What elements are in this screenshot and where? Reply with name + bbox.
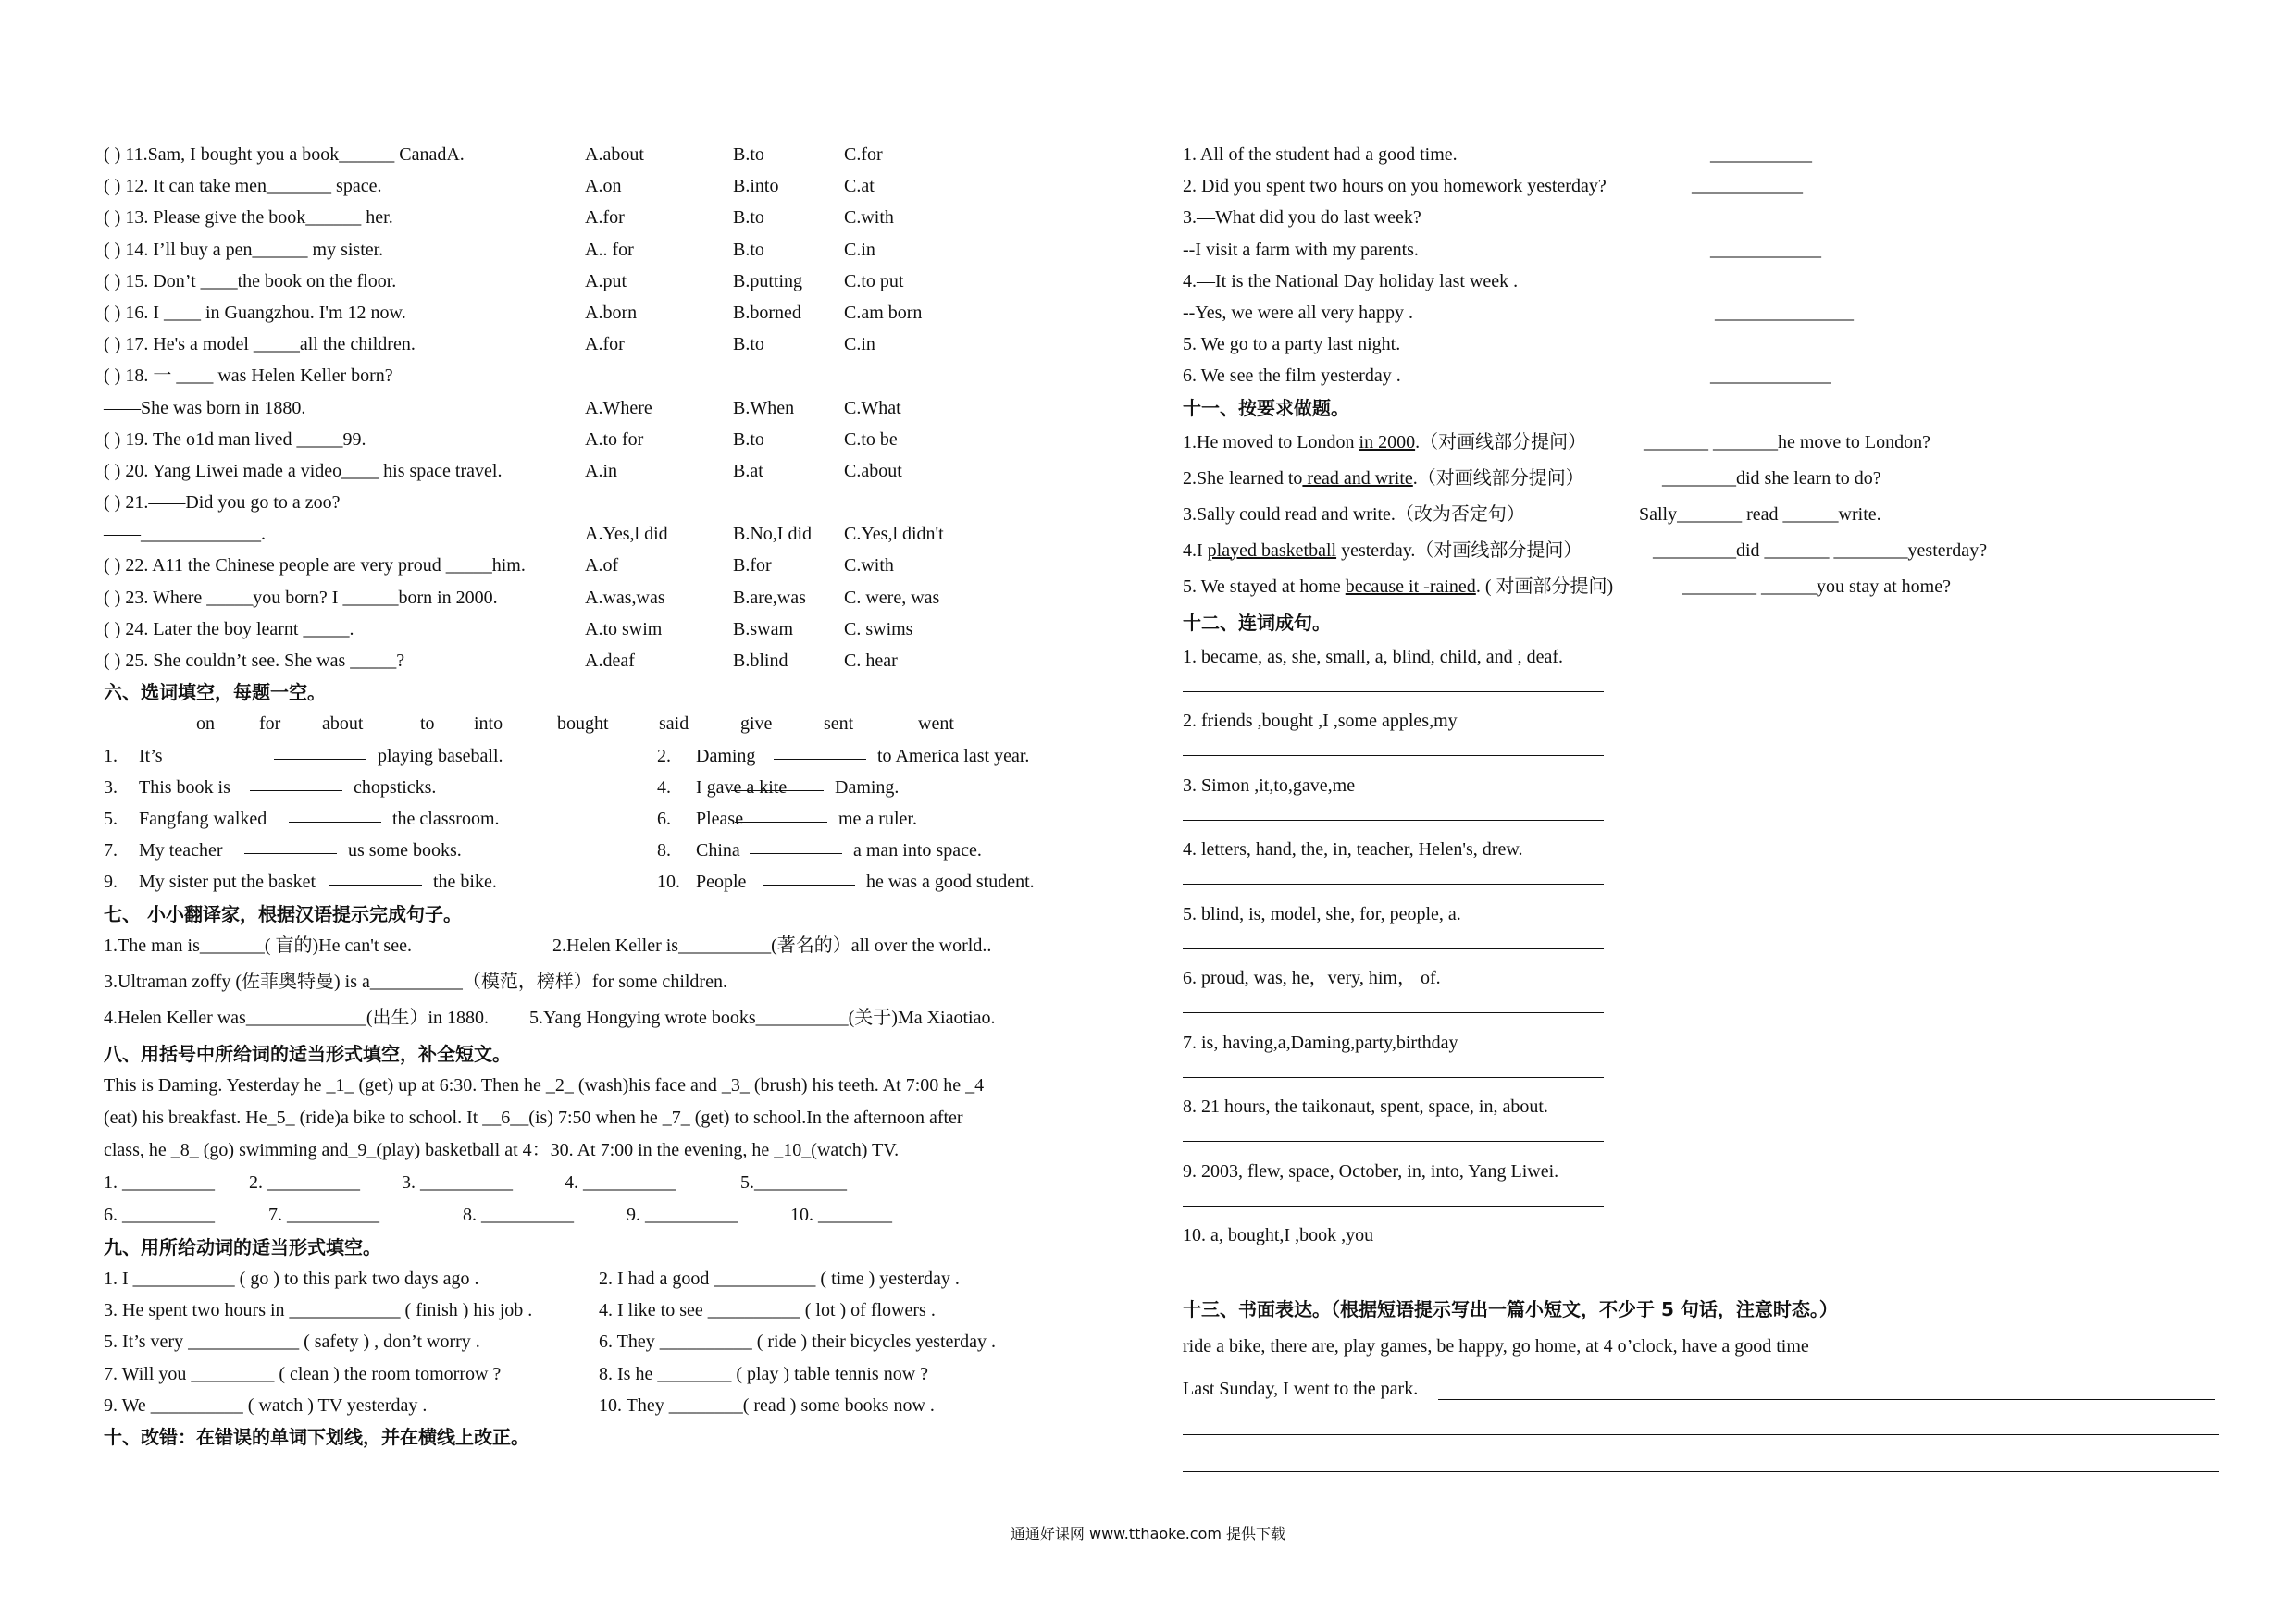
question-text: Daming <box>696 745 756 766</box>
mc-question-row <box>104 297 1149 328</box>
mc-question: ( ) 13. Please give the book______ her. <box>104 207 393 229</box>
mc-option-c[interactable]: C.with <box>844 207 894 229</box>
s10-sentence: 6. We see the film yesterday . <box>1183 365 1401 387</box>
mc-question-row <box>104 139 1149 170</box>
question-text: chopsticks. <box>354 776 437 798</box>
mc-option-c[interactable]: C.for <box>844 144 883 165</box>
mc-option-b[interactable]: B.to <box>733 428 764 450</box>
s11-row-2: 2.She learned to read and write.（对画线部分提问） ________did she learn to do? <box>1183 463 2219 499</box>
s10-row <box>1183 170 2219 202</box>
s6-row <box>104 835 1149 866</box>
section-6-rows <box>104 740 1149 898</box>
s9-row <box>104 1390 1149 1421</box>
word-bank-item: went <box>918 713 954 735</box>
s7-q1: 1.The man is_______( 盲的)He can't see. <box>104 935 412 956</box>
question-number: 5. <box>104 808 118 829</box>
answer-line[interactable] <box>1183 1012 1604 1013</box>
answer-line[interactable] <box>1183 755 1604 756</box>
s8-answers-row-1 <box>104 1167 1149 1199</box>
answer-blank[interactable] <box>274 740 366 760</box>
word-bank-item: on <box>196 713 215 735</box>
mc-question-row <box>104 487 1149 518</box>
answer-blank[interactable] <box>750 835 842 854</box>
answer-blank[interactable]: 8. __________ <box>463 1204 574 1225</box>
answer-blank[interactable] <box>774 740 866 760</box>
mc-option-c[interactable]: C.with <box>844 555 894 576</box>
right-column <box>1183 139 2219 1495</box>
s8-answers-row-2 <box>104 1199 1149 1232</box>
question-number: 7. <box>104 840 118 861</box>
mc-question: ——_____________. <box>104 524 266 545</box>
s8-passage-1: This is Daming. Yesterday he _1_ (get) up at 6:30. Then he _2_ (wash)his face and _3_ (brush) his teeth. At 7:00 he _4 <box>104 1074 985 1096</box>
question-text: Daming. <box>835 776 900 798</box>
mc-option-c[interactable]: C.in <box>844 239 875 260</box>
answer-blank[interactable] <box>763 866 855 886</box>
mc-option-c[interactable]: C.to be <box>844 428 898 450</box>
s12-item <box>1183 962 2219 1027</box>
mc-question: ( ) 15. Don’t ____the book on the floor. <box>104 270 397 291</box>
mc-question-row <box>104 328 1149 360</box>
question-text: It’s <box>139 745 163 766</box>
mc-question: ( ) 23. Where _____you born? I ______born in 2000. <box>104 587 498 608</box>
writing-line[interactable] <box>1183 1434 2219 1435</box>
s11-row-1: 1.He moved to London in 2000.（对画线部分提问） _______ _______he move to London? <box>1183 427 2219 463</box>
answer-line[interactable] <box>1183 691 1604 692</box>
answer-blank[interactable] <box>244 835 337 854</box>
question-number: 3. <box>104 776 118 798</box>
s10-sentence: --Yes, we were all very happy . <box>1183 302 1414 323</box>
question-text: to America last year. <box>877 745 1030 766</box>
left-column <box>104 139 1149 1453</box>
mc-option-a[interactable]: A.put <box>585 270 627 291</box>
answer-line[interactable] <box>1183 1206 1604 1207</box>
answer-blank[interactable]: 3. __________ <box>402 1171 513 1193</box>
mc-option-c[interactable]: C.Yes,l didn't <box>844 524 944 545</box>
answer-line[interactable] <box>1183 884 1604 885</box>
mc-option-c[interactable]: C.What <box>844 397 901 418</box>
mc-question-row <box>104 550 1149 581</box>
s9-question[interactable]: 3. He spent two hours in ____________ ( finish ) his job . <box>104 1300 533 1321</box>
mc-option-c[interactable]: C. hear <box>844 650 898 671</box>
mc-question: ( ) 17. He's a model _____all the children. <box>104 334 416 355</box>
word-bank-item: give <box>740 713 773 735</box>
mc-question-row <box>104 518 1149 550</box>
mc-question-row <box>104 360 1149 391</box>
answer-blank[interactable]: 10. ________ <box>790 1204 892 1225</box>
answer-blank[interactable] <box>735 803 827 823</box>
mc-question: ( ) 24. Later the boy learnt _____. <box>104 618 354 639</box>
s12-prompt: 2. friends ,bought ,I ,some apples,my <box>1183 711 1458 731</box>
mc-option-b[interactable]: B.for <box>733 555 772 576</box>
s12-item <box>1183 834 2219 898</box>
section-10-title: 十、改错：在错误的单词下划线，并在横线上改正。 <box>104 1426 529 1448</box>
s12-prompt: 9. 2003, flew, space, October, in, into, Yang Liwei. <box>1183 1160 1559 1182</box>
s10-row <box>1183 328 2219 360</box>
s9-question[interactable]: 7. Will you _________ ( clean ) the room tomorrow ? <box>104 1363 502 1384</box>
mc-question: ( ) 16. I ____ in Guangzhou. I'm 12 now. <box>104 302 406 323</box>
s10-row <box>1183 266 2219 297</box>
question-number: 6. <box>657 808 671 829</box>
s12-item <box>1183 1091 2219 1156</box>
s10-sentence: 1. All of the student had a good time. <box>1183 144 1458 165</box>
s12-item <box>1183 1220 2219 1284</box>
answer-blank[interactable] <box>250 772 342 791</box>
mc-option-b[interactable]: B.blind <box>733 650 788 671</box>
mc-option-c[interactable]: C.about <box>844 460 902 481</box>
question-number: 9. <box>104 872 118 893</box>
mc-question-row <box>104 392 1149 424</box>
s7-q2: 2.Helen Keller is__________(著名的）all over the world.. <box>552 935 992 956</box>
question-text: People <box>696 872 747 893</box>
s12-prompt: 6. proud, was, he，very, him， of. <box>1183 968 1441 988</box>
question-text: My sister put the basket <box>139 872 316 893</box>
s9-row <box>104 1358 1149 1390</box>
s9-question[interactable]: 9. We __________ ( watch ) TV yesterday . <box>104 1394 428 1416</box>
mc-option-c[interactable]: C. swims <box>844 618 913 639</box>
s13-writing-line-3 <box>1183 1455 2219 1495</box>
mc-option-a[interactable]: A.deaf <box>585 650 635 671</box>
mc-option-b[interactable]: B.No,I did <box>733 524 812 545</box>
s12-prompt: 1. became, as, she, small, a, blind, child, and , deaf. <box>1183 646 1563 667</box>
question-number: 1. <box>104 745 118 766</box>
s11-answer-2[interactable]: ________did she learn to do? <box>1662 467 1881 489</box>
s6-row <box>104 866 1149 898</box>
word-bank-item: said <box>659 713 689 735</box>
s9-question[interactable]: 1. I ___________ ( go ) to this park two days ago . <box>104 1269 479 1290</box>
s9-question[interactable]: 6. They __________ ( ride ) their bicycles yesterday . <box>599 1332 996 1353</box>
s7-q5: 5.Yang Hongying wrote books__________(关于)Ma Xiaotiao. <box>529 1007 996 1028</box>
mc-option-b[interactable]: B.are,was <box>733 587 806 608</box>
correction-blank[interactable]: ____________ <box>1692 176 1803 197</box>
mc-option-a[interactable]: A.about <box>585 144 644 165</box>
mc-question-row <box>104 455 1149 487</box>
correction-blank[interactable]: _____________ <box>1710 365 1831 387</box>
question-text: playing baseball. <box>378 745 503 766</box>
s10-sentence: 5. We go to a party last night. <box>1183 334 1401 355</box>
section-10-rows <box>1183 139 2219 392</box>
s10-row <box>1183 234 2219 266</box>
s12-item <box>1183 641 2219 706</box>
s7-line-1 <box>104 930 1149 966</box>
s11-row-5: 5. We stayed at home because it -rained. ( 对画部分提问) ________ ______you stay at home? <box>1183 571 2219 607</box>
s13-hints: ride a bike, there are, play games, be happy, go home, at 4 o’clock, have a good time <box>1183 1335 1809 1357</box>
answer-line[interactable] <box>1183 1077 1604 1078</box>
correction-blank[interactable]: ___________ <box>1710 144 1812 165</box>
mc-question: ( ) 25. She couldn’t see. She was _____? <box>104 650 405 671</box>
mc-option-a[interactable]: A.was,was <box>585 587 665 608</box>
s12-item <box>1183 1027 2219 1092</box>
word-bank-item: about <box>322 713 364 735</box>
s7-q4: 4.Helen Keller was_____________(出生）in 1880. <box>104 1007 490 1028</box>
s12-prompt: 5. blind, is, model, she, for, people, a. <box>1183 903 1461 924</box>
answer-blank[interactable] <box>731 772 824 791</box>
mc-option-a[interactable]: A.. for <box>585 239 634 260</box>
s10-row <box>1183 360 2219 391</box>
mc-question: ——She was born in 1880. <box>104 397 306 418</box>
s9-row <box>104 1263 1149 1295</box>
mc-option-b[interactable]: B.to <box>733 334 764 355</box>
s12-prompt: 10. a, bought,I ,book ,you <box>1183 1225 1374 1245</box>
question-text: Fangfang walked <box>139 808 267 829</box>
word-bank-item: for <box>259 713 281 735</box>
question-text: a man into space. <box>853 840 982 861</box>
mc-option-b[interactable]: B.borned <box>733 302 801 323</box>
mc-option-c[interactable]: C.am born <box>844 302 923 323</box>
s11-answer-5[interactable]: ________ ______you stay at home? <box>1682 576 1951 597</box>
question-number: 2. <box>657 745 671 766</box>
answer-line[interactable] <box>1183 1141 1604 1142</box>
word-bank-item: bought <box>557 713 609 735</box>
answer-blank[interactable]: 2. __________ <box>249 1171 360 1193</box>
s9-question[interactable]: 2. I had a good ___________ ( time ) yesterday . <box>599 1269 960 1290</box>
mc-option-c[interactable]: C. were, was <box>844 587 940 608</box>
correction-blank[interactable]: ____________ <box>1710 239 1821 260</box>
mc-option-a[interactable]: A.in <box>585 460 617 481</box>
s8-passage-3: class, he _8_ (go) swimming and_9_(play) basketball at 4：30. At 7:00 in the evening, he _10_(watch) TV. <box>104 1139 900 1160</box>
s12-prompt: 7. is, having,a,Daming,party,birthday <box>1183 1032 1458 1053</box>
s10-sentence: --I visit a farm with my parents. <box>1183 239 1419 260</box>
s12-prompt: 3. Simon ,it,to,gave,me <box>1183 774 1356 796</box>
mc-question-row <box>104 234 1149 266</box>
question-text: My teacher <box>139 840 223 861</box>
s10-row <box>1183 139 2219 170</box>
mc-option-b[interactable]: B.to <box>733 144 764 165</box>
answer-line[interactable] <box>1183 948 1604 949</box>
section-13-title: 十三、书面表达。（根据短语提示写出一篇小短文，不少于 5 句话，注意时态。） <box>1183 1297 1838 1320</box>
s9-question[interactable]: 10. They ________( read ) some books now . <box>599 1394 935 1416</box>
mc-option-c[interactable]: C.at <box>844 176 875 197</box>
question-number: 8. <box>657 840 671 861</box>
mc-option-b[interactable]: B.into <box>733 176 779 197</box>
s12-item <box>1183 1156 2219 1220</box>
mc-option-b[interactable]: B.to <box>733 239 764 260</box>
mc-option-a[interactable]: A.on <box>585 176 622 197</box>
answer-blank[interactable]: 6. __________ <box>104 1204 215 1225</box>
mc-option-b[interactable]: B.to <box>733 207 764 229</box>
s9-question[interactable]: 8. Is he ________ ( play ) table tennis now ? <box>599 1363 929 1384</box>
mc-question: ( ) 19. The o1d man lived _____99. <box>104 428 366 450</box>
mc-question: ( ) 12. It can take men_______ space. <box>104 176 382 197</box>
mc-option-a[interactable]: A.for <box>585 207 625 229</box>
mc-option-a[interactable]: A.Yes,l did <box>585 524 668 545</box>
s11-answer-3[interactable]: Sally_______ read ______write. <box>1639 503 1881 525</box>
s11-answer-4[interactable]: _________did _______ ________yesterday? <box>1653 539 1988 561</box>
section-12-rows <box>1183 641 2219 1284</box>
mc-question-row <box>104 424 1149 455</box>
mc-question: ( ) 22. A11 the Chinese people are very proud _____him. <box>104 555 526 576</box>
s10-sentence: 4.—It is the National Day holiday last week . <box>1183 270 1519 291</box>
word-bank-item: to <box>420 713 435 735</box>
s11-row-3: 3.Sally could read and write.（改为否定句） Sally_______ read ______write. <box>1183 499 2219 535</box>
section-9-title: 九、用所给动词的适当形式填空。 <box>104 1235 381 1258</box>
answer-line[interactable] <box>1183 820 1604 821</box>
answer-blank[interactable] <box>329 866 422 886</box>
s11-row-4: 4.I played basketball yesterday.（对画线部分提问） _________did _______ ________yesterday? <box>1183 535 2219 571</box>
answer-blank[interactable]: 7. __________ <box>268 1204 379 1225</box>
section-11-title: 十一、按要求做题。 <box>1183 396 1349 419</box>
section-12-title: 十二、连词成句。 <box>1183 611 1331 634</box>
question-text: he was a good student. <box>866 872 1035 893</box>
question-text: me a ruler. <box>838 808 917 829</box>
mc-question: ( ) 11.Sam, I bought you a book______ CanadA. <box>104 144 465 165</box>
word-bank-item: sent <box>824 713 854 735</box>
mc-question-row <box>104 202 1149 233</box>
s10-row <box>1183 297 2219 328</box>
correction-blank[interactable]: _______________ <box>1715 302 1854 323</box>
multiple-choice-section <box>104 139 1149 676</box>
word-bank <box>104 708 1149 739</box>
mc-question-row <box>104 613 1149 645</box>
s8-passage-2: (eat) his breakfast. He_5_ (ride)a bike to school. It __6__(is) 7:50 when he _7_ (get) to school.In the afternoon after <box>104 1107 963 1128</box>
s7-q3: 3.Ultraman zoffy (佐菲奥特曼) is a__________（模范，榜样）for some children. <box>104 971 727 992</box>
question-text: This book is <box>139 776 230 798</box>
s6-row <box>104 803 1149 835</box>
word-bank-item: into <box>474 713 503 735</box>
question-text: Please <box>696 808 744 829</box>
section-9-rows <box>104 1263 1149 1421</box>
mc-question: ( ) 18. 一 ____ was Helen Keller born? <box>104 365 393 387</box>
s10-row <box>1183 202 2219 233</box>
question-number: 4. <box>657 776 671 798</box>
page-footer: 通通好课网 www.tthaoke.com 提供下载 <box>1010 1525 1286 1542</box>
s6-row <box>104 740 1149 772</box>
s10-sentence: 2. Did you spent two hours on you homework yesterday? <box>1183 176 1607 197</box>
s7-line-3 <box>104 1002 1149 1038</box>
answer-blank[interactable]: 4. __________ <box>565 1171 676 1193</box>
s10-sentence: 3.—What did you do last week? <box>1183 207 1421 229</box>
s6-row <box>104 772 1149 803</box>
mc-option-a[interactable]: A.of <box>585 555 619 576</box>
s7-line-2 <box>104 966 1149 1002</box>
mc-question: ( ) 21.——Did you go to a zoo? <box>104 492 341 514</box>
s12-item <box>1183 770 2219 835</box>
s13-writing-line-2 <box>1183 1414 2219 1455</box>
s12-prompt: 8. 21 hours, the taikonaut, spent, space, in, about. <box>1183 1096 1548 1117</box>
mc-question-row <box>104 645 1149 676</box>
s13-writing-start: Last Sunday, I went to the park. <box>1183 1373 2219 1414</box>
s9-question[interactable]: 4. I like to see __________ ( lot ) of flowers . <box>599 1300 936 1321</box>
mc-option-a[interactable]: A.to swim <box>585 618 663 639</box>
s9-row <box>104 1326 1149 1357</box>
s9-question[interactable]: 5. It’s very ____________ ( safety ) , don’t worry . <box>104 1332 480 1353</box>
writing-line[interactable] <box>1438 1399 2215 1400</box>
question-text: us some books. <box>348 840 462 861</box>
s11-answer-1[interactable]: _______ _______he move to London? <box>1644 431 1930 452</box>
mc-question: ( ) 14. I’ll buy a pen______ my sister. <box>104 239 384 260</box>
mc-option-b[interactable]: B.at <box>733 460 763 481</box>
mc-question-row <box>104 266 1149 297</box>
s12-item <box>1183 898 2219 963</box>
section-8-title: 八、用括号中所给词的适当形式填空，补全短文。 <box>104 1042 511 1065</box>
s12-item <box>1183 705 2219 770</box>
mc-option-a[interactable]: A.born <box>585 302 638 323</box>
mc-option-b[interactable]: B.swam <box>733 618 793 639</box>
question-text: the classroom. <box>392 808 500 829</box>
question-text: the bike. <box>433 872 497 893</box>
mc-option-a[interactable]: A.for <box>585 334 625 355</box>
mc-question-row <box>104 582 1149 613</box>
s9-row <box>104 1295 1149 1326</box>
mc-option-b[interactable]: B.When <box>733 397 795 418</box>
mc-option-b[interactable]: B.putting <box>733 270 803 291</box>
writing-line[interactable] <box>1183 1471 2219 1472</box>
mc-question-row <box>104 170 1149 202</box>
mc-option-a[interactable]: A.to for <box>585 428 644 450</box>
answer-blank[interactable]: 9. __________ <box>627 1204 738 1225</box>
section-6-title: 六、选词填空，每题一空。 <box>104 681 326 704</box>
question-text: China <box>696 840 740 861</box>
section-7-title: 七、 小小翻译家，根据汉语提示完成句子。 <box>104 902 462 925</box>
mc-question: ( ) 20. Yang Liwei made a video____ his space travel. <box>104 460 503 481</box>
mc-option-a[interactable]: A.Where <box>585 397 652 418</box>
question-number: 10. <box>657 872 680 893</box>
answer-blank[interactable]: 5.__________ <box>740 1171 847 1193</box>
answer-blank[interactable]: 1. __________ <box>104 1171 215 1193</box>
mc-option-c[interactable]: C.in <box>844 334 875 355</box>
question-text: I gave a kite <box>696 776 788 798</box>
mc-option-c[interactable]: C.to put <box>844 270 904 291</box>
s12-prompt: 4. letters, hand, the, in, teacher, Helen's, drew. <box>1183 839 1523 860</box>
answer-blank[interactable] <box>289 803 381 823</box>
